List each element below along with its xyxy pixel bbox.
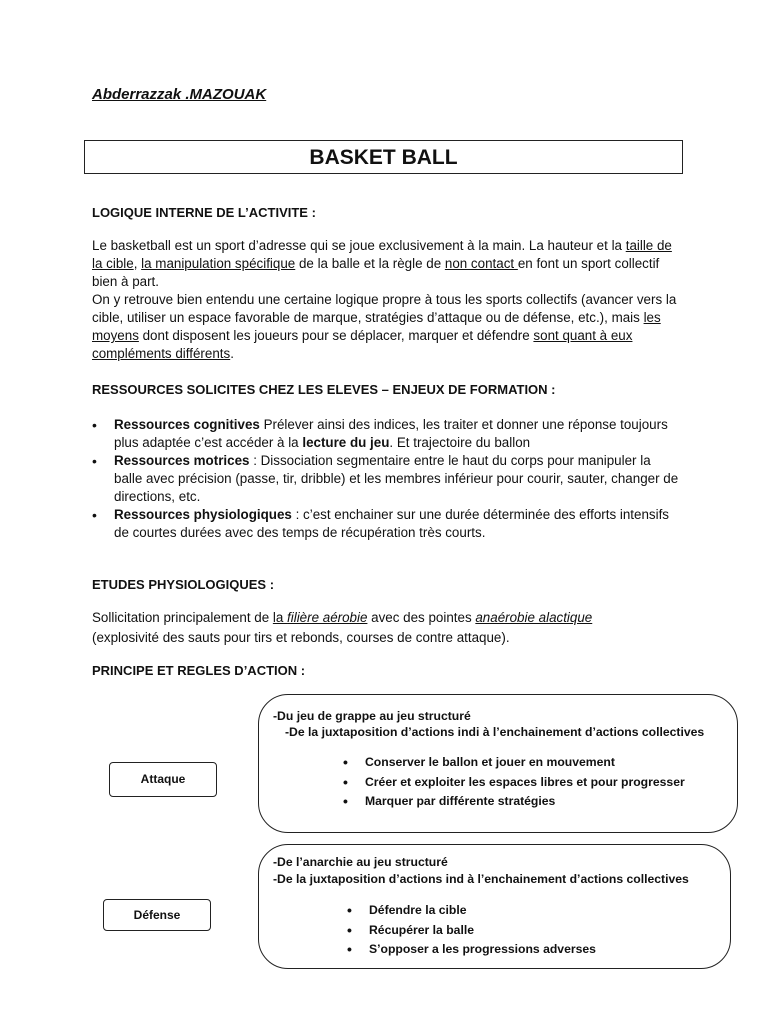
attaque-panel bbox=[258, 694, 738, 833]
list-item: • Marquer par différente stratégies bbox=[339, 792, 685, 812]
section-heading-ressources: RESSOURCES SOLICITES CHEZ LES ELEVES – ENJEUX DE FORMATION : bbox=[92, 382, 556, 397]
section-heading-logique: LOGIQUE INTERNE DE L’ACTIVITE : bbox=[92, 205, 316, 220]
attaque-label-box bbox=[109, 762, 217, 797]
logique-paragraph-2: On y retrouve bien entendu une certaine logique propre à tous les sports collectifs (avancer vers la cible, utiliser un espace favorable de marque, stratégies d’attaque ou de défense, etc.), mais les moyens dont disposent les joueurs pour se déplacer, marquer et défendre sont quant à eux compléments différents. bbox=[92, 292, 677, 361]
list-item: • S’opposer a les progressions adverses bbox=[343, 940, 596, 960]
defense-line-2: -De la juxtaposition d’actions ind à l’enchainement d’actions collectives bbox=[273, 872, 689, 886]
logique-paragraph-1: Le basketball est un sport d’adresse qui se joue exclusivement à la main. La hauteur et la taille de la cible, la manipulation spécifique de la balle et la règle de non contact en font un sport collectif bien à part. bbox=[92, 238, 672, 289]
list-item: • Créer et exploiter les espaces libres et pour progresser bbox=[339, 773, 685, 793]
defense-label-box bbox=[103, 899, 211, 931]
etudes-text: Sollicitation principalement de la filière aérobie avec des pointes anaérobie alactique (explosivité des sauts pour tirs et rebonds, courses de contre attaque). bbox=[92, 610, 593, 645]
defense-label: Défense bbox=[133, 908, 181, 922]
list-item: • Récupérer la balle bbox=[343, 921, 596, 941]
list-item: • Ressources motrices : Dissociation segmentaire entre le haut du corps pour manipuler la balle avec précision (passe, tir, dribble) et les membres inférieur pour courir, sauter, changer de directions, etc. bbox=[92, 452, 682, 506]
defense-list bbox=[343, 901, 596, 960]
page-title: BASKET BALL bbox=[309, 146, 458, 169]
attaque-line-2: -De la juxtaposition d’actions indi à l’enchainement d’actions collectives bbox=[285, 725, 705, 739]
list-item: • Ressources physiologiques : c’est enchainer sur une durée déterminée des efforts intensifs de courtes durées avec des temps de récupération très courts. bbox=[92, 506, 682, 542]
author-name: Abderrazzak .MAZOUAK bbox=[92, 86, 267, 103]
ressources-list bbox=[92, 416, 682, 542]
list-item: • Conserver le ballon et jouer en mouvement bbox=[339, 753, 685, 773]
attaque-label: Attaque bbox=[140, 772, 186, 786]
defense-panel bbox=[258, 844, 731, 969]
attaque-list bbox=[339, 753, 685, 812]
title-box bbox=[84, 140, 683, 174]
logique-text bbox=[92, 237, 682, 363]
defense-line-1: -De l’anarchie au jeu structuré bbox=[273, 855, 448, 869]
list-item: • Ressources cognitives Prélever ainsi des indices, les traiter et donner une réponse toujours plus adaptée c’est accéder à la lecture du jeu. Et trajectoire du ballon bbox=[92, 416, 682, 452]
section-heading-etudes: ETUDES PHYSIOLOGIQUES : bbox=[92, 577, 275, 592]
attaque-line-1: -Du jeu de grappe au jeu structuré bbox=[273, 709, 471, 723]
section-heading-principe: PRINCIPE ET REGLES D’ACTION : bbox=[92, 663, 306, 678]
list-item: • Défendre la cible bbox=[343, 901, 596, 921]
